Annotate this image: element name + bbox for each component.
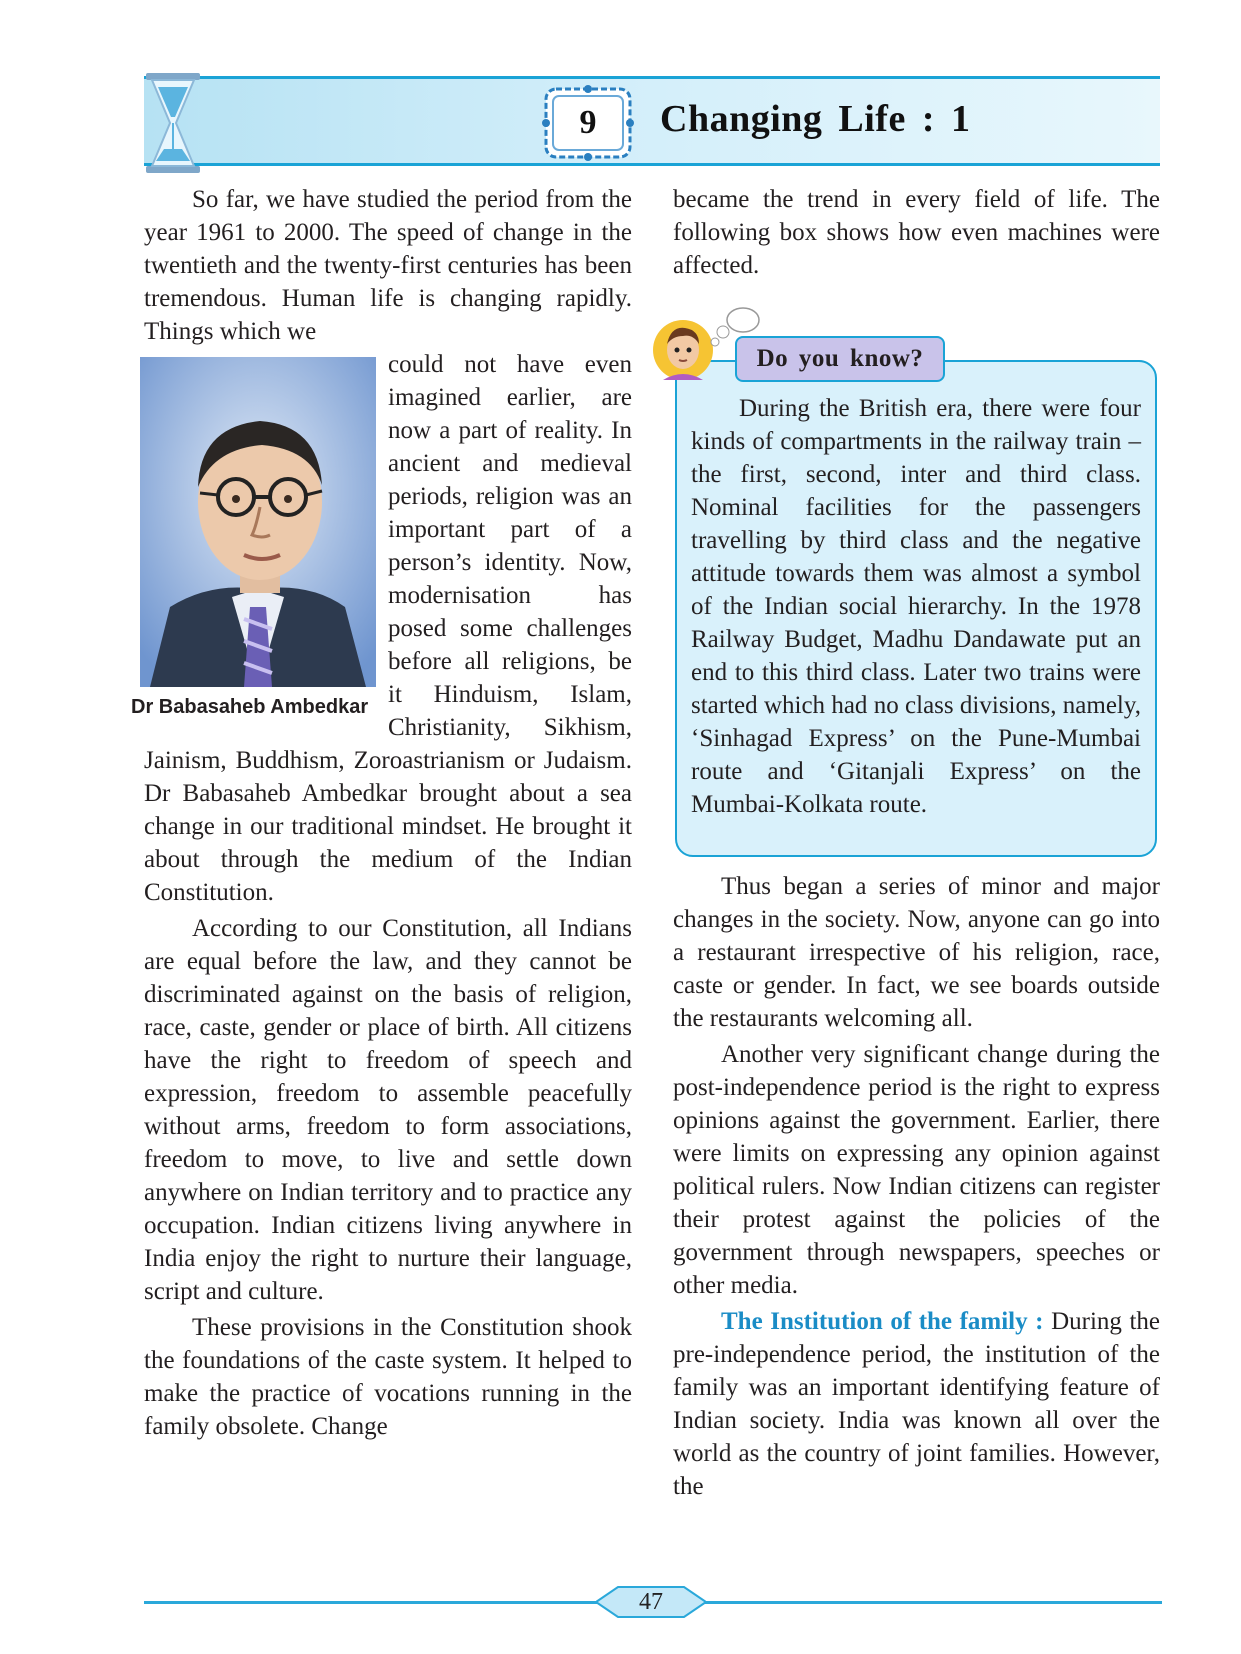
family-heading: The Institution of the family : bbox=[721, 1308, 1044, 1335]
railway-text: During the British era, there were four kinds of compartments in the railway train – the first, second, inter and third class. Nominal facilities for the passengers travelling by third class and the negative attitude towards them was almost a symbol of the Indian social hierarchy. In the 1978 Railway Budget, Madhu Dandawate put an end to this third class. Later two trains were started which had no class divisions, namely, ‘Sinhagad Express’ on the Pune-Mumbai route and ‘Gitanjali Express’ on the Mumbai-Kolkata route. bbox=[691, 395, 1141, 818]
do-you-know-title: Do you know? bbox=[735, 336, 945, 382]
portrait-figure bbox=[131, 348, 388, 721]
do-you-know-content bbox=[675, 360, 1157, 857]
intro-paragraph-wrap: could not have even imagined earlier, are now a part of reality. In ancient and medieval periods, religion was an important part of a person’s identity. Now, modernisation has posed some challenges before all religions, be it Hinduism, Islam, Christianity, Sikhism, Jainism, Buddhism, Zoroastrianism or Judaism. Dr Babasaheb Ambedkar brought about a sea change in our traditional mindset. He brought it about through the medium of the Indian Constitution. bbox=[144, 351, 632, 906]
constitution-paragraph: According to our Constitution, all Indians are equal before the law, and they cannot be discriminated against on the basis of religion, race, caste, gender or place of birth. All citizens have the right to freedom of speech and expression, freedom to assemble peacefully without arms, freedom to form associations, freedom to move, to live and settle down anywhere on Indian territory and to practice any occupation. Indian citizens living anywhere in India enjoy the right to nurture their language, script and culture. bbox=[144, 915, 632, 1305]
left-column bbox=[131, 183, 632, 1443]
family-paragraph bbox=[673, 1305, 1160, 1503]
trend-paragraph: became the trend in every field of life. The following box shows how even machines were affected. bbox=[673, 186, 1160, 279]
chapter-number: 9 bbox=[579, 104, 597, 141]
opinion-paragraph: Another very significant change during the post-independence period is the right to express opinions against the government. Earlier, there were limits on expressing any opinion against political rulers. Now Indian citizens can register their protest against the policies of the government through newspapers, speeches or other media. bbox=[673, 1041, 1160, 1299]
do-you-know-box bbox=[673, 310, 1160, 860]
portrait-caption: Dr Babasaheb Ambedkar bbox=[131, 696, 369, 718]
family-text: During the pre-independence period, the institution of the family was an important identifying feature of Indian society. India was known all over the world as the country of joint families. However, the bbox=[673, 1308, 1161, 1500]
right-column bbox=[673, 183, 1160, 1503]
hourglass-icon bbox=[144, 73, 202, 173]
ambedkar-portrait-illustration bbox=[140, 357, 376, 687]
caste-paragraph: These provisions in the Constitution shook the foundations of the caste system. It helped to make the practice of vocations running in the family obsolete. Change bbox=[144, 1314, 632, 1440]
page-number: 47 bbox=[639, 1589, 663, 1615]
chapter-title: Changing Life : 1 bbox=[660, 98, 971, 140]
chapter-header bbox=[144, 76, 1160, 166]
intro-paragraph-start: So far, we have studied the period from the year 1961 to 2000. The speed of change in the twentieth and the twenty-first centuries has been tremendous. Human life is changing rapidly. Things which we bbox=[144, 186, 632, 345]
thinking-child-icon bbox=[653, 306, 763, 386]
restaurant-paragraph: Thus began a series of minor and major changes in the society. Now, anyone can go into a restaurant irrespective of his religion, race, caste or gender. In fact, we see boards outside the restaurants welcoming all. bbox=[673, 873, 1160, 1032]
